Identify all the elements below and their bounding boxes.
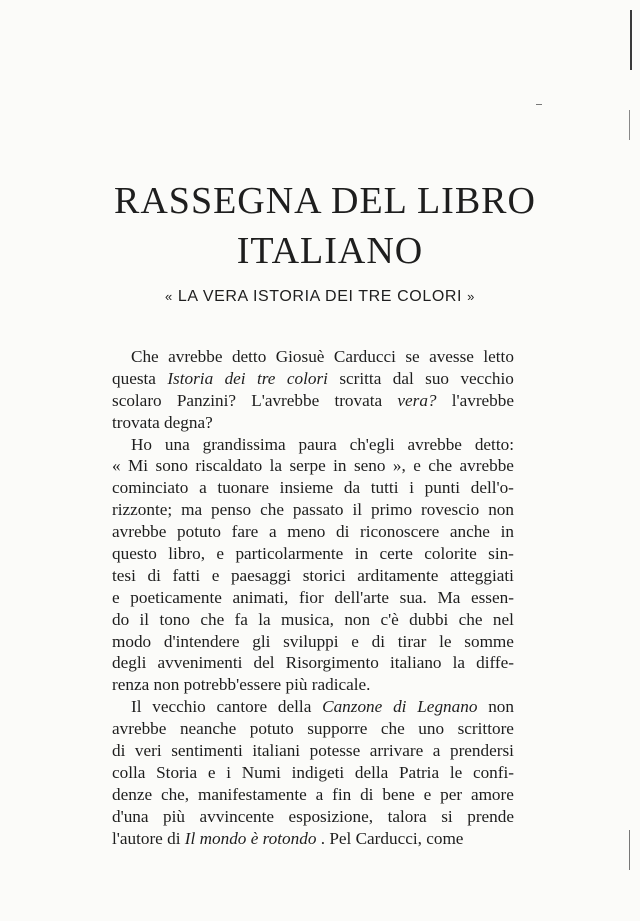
italic-word: dei xyxy=(224,368,246,388)
word: vecchio xyxy=(152,697,206,717)
word: degna? xyxy=(164,412,213,432)
word: uno xyxy=(418,719,445,739)
word: suo xyxy=(425,368,450,388)
word: le xyxy=(439,631,452,651)
scan-edge-mark xyxy=(630,10,632,70)
word: sono xyxy=(155,456,188,476)
word: di xyxy=(336,522,350,542)
word: potuto xyxy=(177,522,221,542)
word: atteggiati xyxy=(449,565,514,585)
word: Mi xyxy=(128,456,149,476)
word: fin xyxy=(332,784,352,804)
word: avesse xyxy=(429,347,474,366)
word: non xyxy=(153,675,180,695)
word: particolarmente xyxy=(235,544,344,564)
word: confi- xyxy=(472,762,514,782)
word: tesi xyxy=(112,565,136,585)
word: tono xyxy=(159,609,190,629)
word: la xyxy=(269,456,283,476)
word: e xyxy=(207,762,216,782)
word: serpe xyxy=(289,456,326,476)
word: denze xyxy=(112,784,153,804)
title-line-1: RASSEGNA DEL LIBRO xyxy=(114,180,536,222)
word: scolaro xyxy=(112,390,162,410)
text-line xyxy=(112,806,514,828)
word: dubbi xyxy=(409,609,449,629)
word: Patria xyxy=(399,762,440,782)
word: il xyxy=(352,500,363,520)
word: L'avrebbe xyxy=(251,390,320,410)
word: riconoscere xyxy=(360,522,440,542)
word: i xyxy=(409,478,414,498)
text-line xyxy=(112,368,514,390)
word: tutti xyxy=(370,478,399,498)
word: avrebbe xyxy=(407,434,462,454)
word: nel xyxy=(492,609,514,629)
word: di xyxy=(371,631,386,651)
subtitle-text: LA VERA ISTORIA DEI TRE COLORI xyxy=(177,288,463,305)
word: in xyxy=(500,522,514,542)
word: avrebbe xyxy=(112,719,167,739)
close-quote: » xyxy=(467,289,475,304)
word: l'autore xyxy=(112,828,163,848)
text-line xyxy=(112,740,514,762)
text-line xyxy=(112,346,514,368)
word: vecchio xyxy=(460,368,514,388)
word: veri xyxy=(134,741,162,761)
text-line xyxy=(112,565,514,587)
word: Carducci, xyxy=(355,828,422,848)
word: a xyxy=(199,478,207,498)
word: sviluppi xyxy=(283,631,339,651)
word: gli xyxy=(252,631,271,651)
word: che xyxy=(200,609,225,629)
word: detto: xyxy=(474,434,514,454)
word: di xyxy=(112,741,126,761)
word: che xyxy=(428,456,453,476)
italic-word: di xyxy=(393,697,407,717)
word: non xyxy=(488,500,514,520)
word: ma xyxy=(181,500,203,520)
word: arditamente xyxy=(357,565,439,585)
word: di xyxy=(147,565,161,585)
text-line xyxy=(112,784,514,806)
italic-word: tre xyxy=(256,368,276,388)
word: avrebbe xyxy=(112,522,167,542)
word: Giosuè xyxy=(275,347,325,366)
word: insieme xyxy=(279,478,334,498)
word: letto xyxy=(483,347,514,366)
word: di xyxy=(360,784,374,804)
word: le xyxy=(449,762,463,782)
article-body xyxy=(112,346,514,849)
word: rizzonte; xyxy=(112,500,173,520)
word: seno xyxy=(353,456,386,476)
word: scrittore xyxy=(457,719,514,739)
word: c'è xyxy=(380,609,399,629)
word: cominciato xyxy=(112,478,189,498)
word: e xyxy=(216,544,225,564)
word: Il xyxy=(131,697,142,717)
word: trovata xyxy=(334,390,383,410)
word: del xyxy=(253,653,275,673)
word: e xyxy=(112,587,120,607)
scan-edge-mark xyxy=(629,110,630,140)
word: potrebb'essere xyxy=(183,675,282,695)
word: fatti xyxy=(172,565,201,585)
word: Storia xyxy=(156,762,198,782)
word: poeticamente xyxy=(130,587,222,607)
word: sua. xyxy=(399,587,427,607)
word: dell'o- xyxy=(470,478,514,498)
word: dell'arte xyxy=(334,587,390,607)
title-line-2: ITALIANO xyxy=(236,230,424,272)
word: Ma xyxy=(437,587,461,607)
text-line xyxy=(112,674,514,696)
word: colla xyxy=(112,762,146,782)
text-line xyxy=(112,631,514,653)
italic-word: colori xyxy=(286,368,328,388)
text-line xyxy=(112,696,514,718)
word: amore xyxy=(470,784,514,804)
word: a xyxy=(432,741,441,761)
italic-word: Legnano xyxy=(417,697,478,717)
word: sentimenti xyxy=(171,741,243,761)
word: che xyxy=(380,719,405,739)
word: italiano xyxy=(389,653,442,673)
text-line xyxy=(112,434,514,456)
word: se xyxy=(405,347,420,366)
word: indigeti xyxy=(291,762,345,782)
word: radicale. xyxy=(311,675,371,695)
italic-word: è xyxy=(250,828,259,848)
word: diffe- xyxy=(476,653,514,673)
word: potuto xyxy=(249,719,294,739)
word: musica, xyxy=(281,609,334,629)
word: questo xyxy=(112,544,157,564)
scan-speck xyxy=(536,104,542,105)
word: storici xyxy=(302,565,346,585)
word: anche xyxy=(449,522,490,542)
scan-edge-mark xyxy=(629,830,630,870)
word: non xyxy=(488,697,514,717)
word: in xyxy=(354,544,369,564)
word: una xyxy=(164,434,190,454)
text-line xyxy=(112,521,514,543)
word: fior xyxy=(298,587,324,607)
word: », xyxy=(392,456,406,476)
text-line xyxy=(112,718,514,740)
word: Carducci xyxy=(333,347,396,366)
word: Che xyxy=(131,347,159,366)
word: punti xyxy=(424,478,461,498)
word: supporre xyxy=(307,719,368,739)
text-line xyxy=(112,412,514,434)
article-subtitle xyxy=(0,288,640,306)
word: animati, xyxy=(232,587,289,607)
word: per xyxy=(440,784,463,804)
word: avrebbe xyxy=(459,456,514,476)
word: Panzini? xyxy=(176,390,237,410)
text-line xyxy=(112,455,514,477)
word: in xyxy=(333,456,347,476)
word: prendersi xyxy=(449,741,514,761)
word: paesaggi xyxy=(230,565,292,585)
word: Numi xyxy=(241,762,281,782)
word: di xyxy=(167,828,181,848)
word: fare xyxy=(231,522,259,542)
text-line xyxy=(112,477,514,499)
word: esposizione, xyxy=(288,806,374,826)
italic-word: Il xyxy=(184,828,196,848)
word: talora xyxy=(387,806,427,826)
text-line xyxy=(112,609,514,631)
word: somme xyxy=(464,631,514,651)
word: grandissima xyxy=(202,434,286,454)
word: paura xyxy=(298,434,337,454)
word: prende xyxy=(467,806,514,826)
italic-word: vera? xyxy=(397,390,437,410)
word: che xyxy=(260,500,284,520)
word: e xyxy=(351,631,359,651)
word: e xyxy=(211,565,220,585)
text-line xyxy=(112,652,514,674)
word: primo xyxy=(370,500,413,520)
text-line xyxy=(112,543,514,565)
word: italiani xyxy=(252,741,301,761)
text-line xyxy=(112,828,514,850)
word: potesse xyxy=(309,741,361,761)
word: che xyxy=(458,609,483,629)
word: trovata xyxy=(112,412,160,432)
word: come xyxy=(426,828,464,848)
italic-word: rotondo xyxy=(262,828,317,848)
word: da xyxy=(343,478,361,498)
word: avvincente xyxy=(199,806,274,826)
text-line xyxy=(112,587,514,609)
word: la xyxy=(258,609,271,629)
word: avrebbe xyxy=(168,347,223,366)
word: degli xyxy=(112,653,147,673)
word: rovescio xyxy=(421,500,480,520)
page-title xyxy=(0,176,640,276)
word: riscaldato xyxy=(195,456,263,476)
word: che, xyxy=(160,784,190,804)
word: arrivare xyxy=(369,741,424,761)
word: « xyxy=(112,456,121,476)
word: meno xyxy=(287,522,326,542)
word: più xyxy=(285,675,308,695)
text-line xyxy=(112,390,514,412)
italic-word: Canzone xyxy=(322,697,383,717)
word: il xyxy=(139,609,150,629)
word: più xyxy=(163,806,186,826)
word: sin- xyxy=(488,544,514,564)
word: . xyxy=(320,828,326,848)
word: e xyxy=(413,456,421,476)
word: i xyxy=(226,762,232,782)
word: do xyxy=(112,609,130,629)
word: questa xyxy=(112,368,156,388)
word: renza xyxy=(112,675,150,695)
italic-word: Istoria xyxy=(167,368,214,388)
word: a xyxy=(315,784,324,804)
word: penso xyxy=(211,500,252,520)
word: cantore xyxy=(216,697,268,717)
text-line xyxy=(112,499,514,521)
italic-word: mondo xyxy=(199,828,247,848)
open-quote: « xyxy=(165,289,173,304)
word: essen- xyxy=(470,587,514,607)
word: libro, xyxy=(168,544,206,564)
word: manifestamente xyxy=(197,784,307,804)
word: l'avrebbe xyxy=(451,390,514,410)
word: la xyxy=(452,653,466,673)
word: d'intendere xyxy=(163,631,240,651)
word: della xyxy=(277,697,312,717)
word: della xyxy=(354,762,389,782)
text-line xyxy=(112,762,514,784)
word: ch'egli xyxy=(349,434,395,454)
word: si xyxy=(441,806,453,826)
word: modo xyxy=(112,631,152,651)
word: e xyxy=(423,784,432,804)
word: dal xyxy=(392,368,414,388)
word: bene xyxy=(382,784,415,804)
word: tirar xyxy=(397,631,427,651)
word: Risorgimento xyxy=(285,653,379,673)
word: neanche xyxy=(179,719,237,739)
word: avvenimenti xyxy=(157,653,243,673)
word: passato xyxy=(292,500,344,520)
word: colorite xyxy=(424,544,477,564)
word: fa xyxy=(234,609,248,629)
word: non xyxy=(344,609,371,629)
word: tuonare xyxy=(217,478,269,498)
word: Ho xyxy=(131,434,153,454)
word: Pel xyxy=(329,828,352,848)
word: d'una xyxy=(112,806,149,826)
word: detto xyxy=(231,347,267,366)
word: scritta xyxy=(339,368,382,388)
word: certe xyxy=(379,544,413,564)
word: a xyxy=(268,522,277,542)
